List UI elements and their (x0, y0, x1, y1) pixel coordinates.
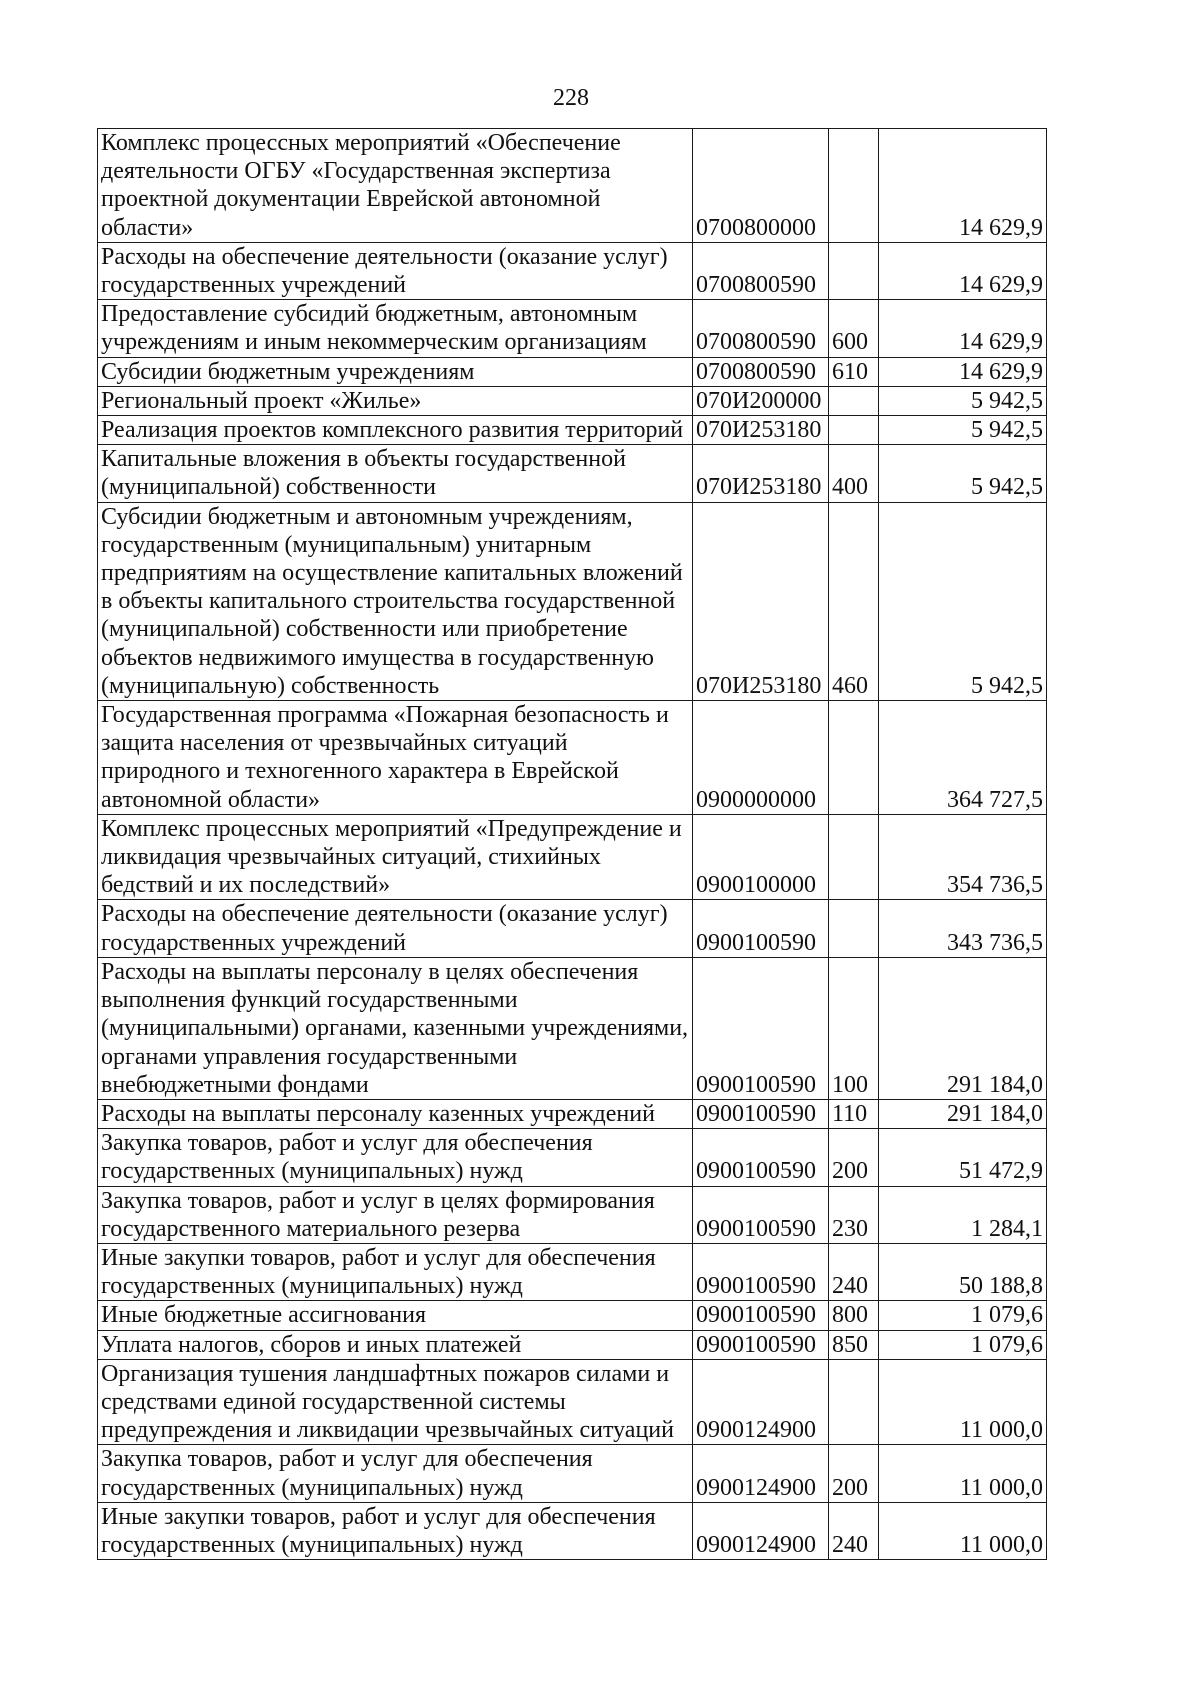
table-row (98, 900, 1047, 957)
row-amount: 5 942,5 (879, 502, 1047, 700)
row-name: Закупка товаров, работ и услуг для обеспечения государственных (муниципальных) нужд (98, 1445, 693, 1502)
row-amount: 11 000,0 (879, 1502, 1047, 1559)
row-expense-type: 200 (829, 1129, 879, 1186)
row-name: Субсидии бюджетным и автономным учреждениям, государственным (муниципальным) унитарным предприятиям на осуществление капитальных вложений в объекты капитального строительства государственной (муниципальной) собственности или приобретение объектов недвижимого имущества в государственную (муниципальную) собственность (98, 502, 693, 700)
row-expense-type: 600 (829, 300, 879, 357)
row-target-code: 070И253180 (693, 502, 829, 700)
row-expense-type (829, 900, 879, 957)
row-target-code: 0900100590 (693, 1186, 829, 1243)
row-target-code: 0900100590 (693, 1243, 829, 1300)
table-row (98, 502, 1047, 700)
row-target-code: 070И253180 (693, 416, 829, 445)
table-row (98, 814, 1047, 900)
row-amount: 51 472,9 (879, 1129, 1047, 1186)
table-row (98, 1243, 1047, 1300)
row-target-code: 0700800590 (693, 242, 829, 299)
row-expense-type (829, 1359, 879, 1445)
row-amount: 50 188,8 (879, 1243, 1047, 1300)
row-target-code: 0900100590 (693, 957, 829, 1099)
row-amount: 14 629,9 (879, 300, 1047, 357)
row-expense-type: 240 (829, 1243, 879, 1300)
row-amount: 14 629,9 (879, 129, 1047, 243)
row-target-code: 070И200000 (693, 386, 829, 415)
row-name: Иные закупки товаров, работ и услуг для обеспечения государственных (муниципальных) нужд (98, 1502, 693, 1559)
row-expense-type: 610 (829, 357, 879, 386)
row-amount: 14 629,9 (879, 357, 1047, 386)
row-expense-type (829, 814, 879, 900)
row-name: Расходы на выплаты персоналу казенных учреждений (98, 1099, 693, 1128)
row-expense-type (829, 129, 879, 243)
row-amount: 11 000,0 (879, 1445, 1047, 1502)
row-expense-type: 850 (829, 1330, 879, 1359)
row-target-code: 0900100590 (693, 1129, 829, 1186)
row-amount: 291 184,0 (879, 957, 1047, 1099)
row-expense-type (829, 386, 879, 415)
table-row (98, 357, 1047, 386)
row-name: Региональный проект «Жилье» (98, 386, 693, 415)
row-expense-type: 800 (829, 1301, 879, 1330)
table-row (98, 1502, 1047, 1559)
table-row (98, 957, 1047, 1099)
row-name: Организация тушения ландшафтных пожаров силами и средствами единой государственной системы предупреждения и ликвидации чрезвычайных ситуаций (98, 1359, 693, 1445)
table-row (98, 1330, 1047, 1359)
table-row (98, 1099, 1047, 1128)
row-expense-type (829, 416, 879, 445)
table-row (98, 416, 1047, 445)
row-target-code: 0900124900 (693, 1359, 829, 1445)
row-amount: 354 736,5 (879, 814, 1047, 900)
row-name: Иные закупки товаров, работ и услуг для обеспечения государственных (муниципальных) нужд (98, 1243, 693, 1300)
row-target-code: 0900100590 (693, 1330, 829, 1359)
row-amount: 5 942,5 (879, 445, 1047, 502)
row-name: Предоставление субсидий бюджетным, автономным учреждениям и иным некоммерческим организациям (98, 300, 693, 357)
row-target-code: 0900100590 (693, 1099, 829, 1128)
table-row (98, 242, 1047, 299)
table-row (98, 129, 1047, 243)
row-target-code: 0900124900 (693, 1502, 829, 1559)
row-target-code: 0900000000 (693, 701, 829, 815)
row-amount: 5 942,5 (879, 416, 1047, 445)
row-expense-type: 240 (829, 1502, 879, 1559)
row-amount: 14 629,9 (879, 242, 1047, 299)
row-amount: 1 079,6 (879, 1301, 1047, 1330)
row-target-code: 0700800590 (693, 357, 829, 386)
table-row (98, 1129, 1047, 1186)
row-target-code: 0900100590 (693, 1301, 829, 1330)
row-amount: 1 284,1 (879, 1186, 1047, 1243)
table-row (98, 1445, 1047, 1502)
row-name: Комплекс процессных мероприятий «Предупреждение и ликвидация чрезвычайных ситуаций, стихийных бедствий и их последствий» (98, 814, 693, 900)
row-name: Уплата налогов, сборов и иных платежей (98, 1330, 693, 1359)
table-row (98, 1301, 1047, 1330)
row-expense-type: 230 (829, 1186, 879, 1243)
row-name: Закупка товаров, работ и услуг в целях формирования государственного материального резерва (98, 1186, 693, 1243)
row-target-code: 0700800590 (693, 300, 829, 357)
table-row (98, 701, 1047, 815)
row-amount: 364 727,5 (879, 701, 1047, 815)
row-amount: 5 942,5 (879, 386, 1047, 415)
row-expense-type (829, 701, 879, 815)
row-name: Государственная программа «Пожарная безопасность и защита населения от чрезвычайных ситуаций природного и техногенного характера в Еврейской автономной области» (98, 701, 693, 815)
row-amount: 11 000,0 (879, 1359, 1047, 1445)
row-expense-type: 110 (829, 1099, 879, 1128)
table-row (98, 300, 1047, 357)
row-name: Закупка товаров, работ и услуг для обеспечения государственных (муниципальных) нужд (98, 1129, 693, 1186)
row-target-code: 0900124900 (693, 1445, 829, 1502)
row-name: Комплекс процессных мероприятий «Обеспечение деятельности ОГБУ «Государственная экспертиза проектной документации Еврейской автономной области» (98, 129, 693, 243)
row-target-code: 0700800000 (693, 129, 829, 243)
table-row (98, 445, 1047, 502)
row-name: Реализация проектов комплексного развития территорий (98, 416, 693, 445)
row-expense-type: 460 (829, 502, 879, 700)
row-name: Расходы на обеспечение деятельности (оказание услуг) государственных учреждений (98, 242, 693, 299)
row-target-code: 0900100590 (693, 900, 829, 957)
row-name: Иные бюджетные ассигнования (98, 1301, 693, 1330)
row-name: Субсидии бюджетным учреждениям (98, 357, 693, 386)
budget-table (97, 128, 1047, 1560)
table-row (98, 1186, 1047, 1243)
row-name: Расходы на обеспечение деятельности (оказание услуг) государственных учреждений (98, 900, 693, 957)
row-name: Капитальные вложения в объекты государственной (муниципальной) собственности (98, 445, 693, 502)
table-row (98, 1359, 1047, 1445)
table-row (98, 386, 1047, 415)
row-expense-type: 100 (829, 957, 879, 1099)
row-expense-type (829, 242, 879, 299)
row-expense-type: 200 (829, 1445, 879, 1502)
row-name: Расходы на выплаты персоналу в целях обеспечения выполнения функций государственными (муниципальными) органами, казенными учреждениями, органами управления государственными внебюджетными фондами (98, 957, 693, 1099)
row-amount: 291 184,0 (879, 1099, 1047, 1128)
row-target-code: 070И253180 (693, 445, 829, 502)
row-amount: 343 736,5 (879, 900, 1047, 957)
page-number: 228 (553, 85, 589, 111)
row-amount: 1 079,6 (879, 1330, 1047, 1359)
row-target-code: 0900100000 (693, 814, 829, 900)
row-expense-type: 400 (829, 445, 879, 502)
